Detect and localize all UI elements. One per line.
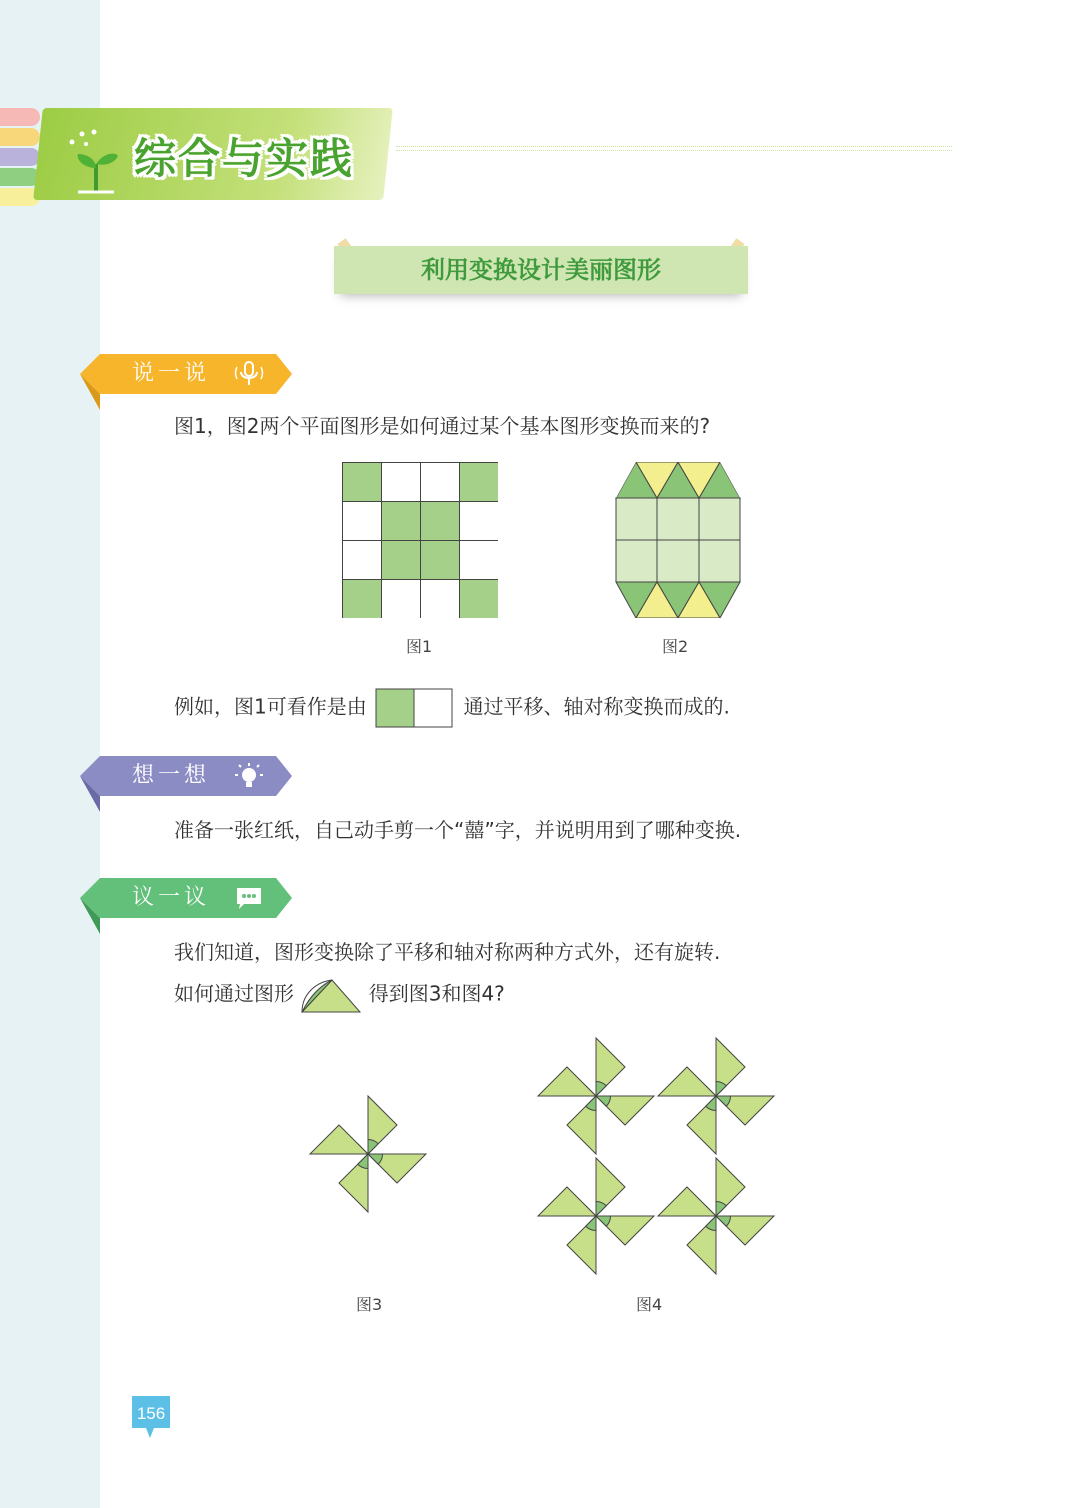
example-line	[174, 688, 730, 728]
question-1: 图1，图2两个平面图形是如何通过某个基本图形变换而来的?	[174, 414, 711, 438]
pinwheel	[310, 1096, 426, 1212]
pinwheel	[538, 1158, 654, 1274]
pinwheel-blade	[658, 1067, 716, 1111]
tab-purple	[0, 148, 40, 166]
figure-1-caption: 图1	[406, 637, 433, 656]
pinwheel	[538, 1038, 654, 1154]
section-think	[80, 756, 292, 796]
example-text-after: 通过平移、轴对称变换而成的.	[463, 694, 730, 719]
tab-yellow	[0, 128, 40, 146]
subtitle-box	[334, 246, 748, 294]
grid-cell	[382, 463, 421, 502]
basic-shape-two-squares	[375, 688, 455, 728]
grid-cell	[460, 541, 499, 580]
discuss-line-2	[174, 976, 505, 1014]
grid-cell	[382, 580, 421, 619]
pinwheel	[658, 1038, 774, 1154]
page-number: 156	[136, 1404, 166, 1423]
figure-4-caption: 图4	[636, 1295, 663, 1314]
lightbulb-icon	[234, 762, 264, 792]
pinwheel-blade	[538, 1187, 596, 1231]
speech-bubble-icon	[234, 884, 264, 912]
subtitle: 利用变换设计美丽图形	[421, 256, 661, 284]
example-text-before: 例如，图1可看作是由	[174, 694, 367, 719]
section-discuss-label: 议一议	[132, 885, 211, 910]
page-title: 综合与实践	[134, 134, 355, 183]
sprout-icon	[64, 128, 124, 194]
grid-cell	[421, 541, 460, 580]
pinwheel-blade	[658, 1187, 716, 1231]
discuss-text-after: 得到图3和图4?	[368, 981, 505, 1006]
pinwheel	[658, 1158, 774, 1274]
grid-cell	[460, 502, 499, 541]
discuss-line-1: 我们知道，图形变换除了平移和轴对称两种方式外，还有旋转.	[174, 940, 721, 964]
grid-cell	[343, 580, 382, 619]
figure-3	[306, 1092, 430, 1216]
grid-cell	[343, 541, 382, 580]
grid-cell	[382, 541, 421, 580]
grid-cell	[460, 463, 499, 502]
grid-cell	[421, 580, 460, 619]
think-text: 准备一张红纸，自己动手剪一个“囍”字，并说明用到了哪种变换.	[174, 818, 742, 842]
grid-cell	[343, 502, 382, 541]
pinwheel-blade	[538, 1067, 596, 1111]
grid-cell	[421, 502, 460, 541]
header-banner-line	[396, 146, 952, 151]
microphone-icon	[234, 360, 264, 388]
grid-cell	[343, 463, 382, 502]
figure-3-caption: 图3	[356, 1295, 383, 1314]
grid-cell	[460, 580, 499, 619]
grid-cell	[382, 502, 421, 541]
figure-4	[536, 1036, 776, 1276]
page-margin-strip	[0, 0, 100, 1508]
tab-pink	[0, 108, 40, 126]
page-number-badge	[128, 1392, 174, 1440]
section-think-label: 想一想	[132, 763, 211, 788]
basic-shape-triangle-with-arc	[300, 976, 362, 1014]
pinwheel-blade	[310, 1125, 368, 1169]
grid-cell	[421, 463, 460, 502]
section-say-label: 说一说	[132, 361, 211, 386]
section-discuss	[80, 878, 292, 918]
figure-2	[614, 462, 742, 618]
figure-1	[342, 462, 498, 618]
discuss-text-before: 如何通过图形	[174, 981, 294, 1006]
figure-2-caption: 图2	[662, 637, 689, 656]
section-say	[80, 354, 292, 394]
